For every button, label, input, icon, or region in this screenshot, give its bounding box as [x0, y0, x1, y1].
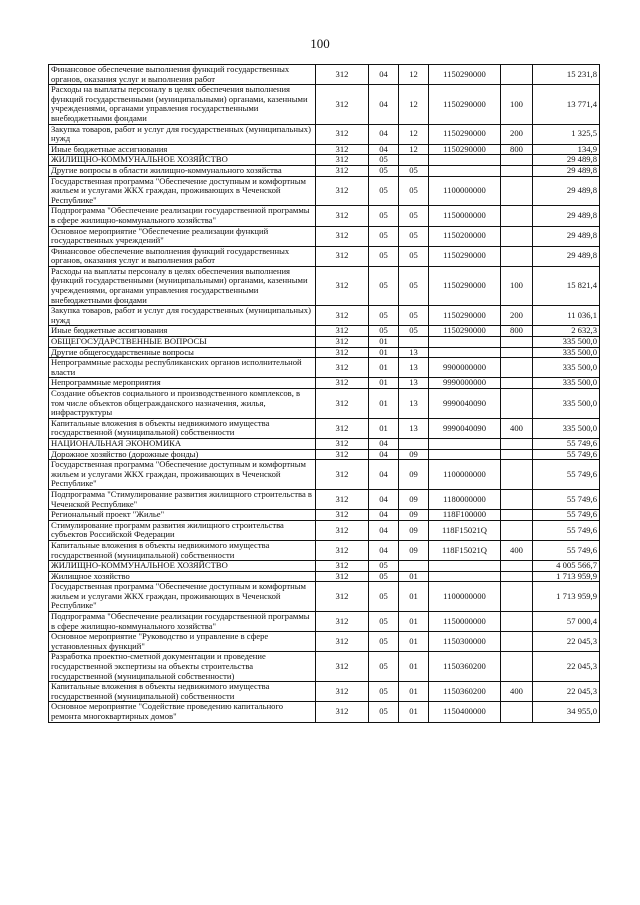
row-expense-type: [501, 571, 533, 582]
row-subsection: 13: [399, 378, 429, 389]
row-code: 312: [316, 540, 369, 560]
row-section: 05: [369, 682, 399, 702]
row-code: 312: [316, 326, 369, 337]
row-target-article: 1150290000: [429, 326, 501, 337]
row-expense-type: [501, 632, 533, 652]
row-name: Иные бюджетные ассигнования: [49, 326, 316, 337]
row-name: Создание объектов социального и производственного комплексов, в том числе объектов общегражданского назначения, жилья, инфраструктуры: [49, 389, 316, 419]
row-amount: 29 489,8: [533, 206, 600, 226]
table-row: [49, 612, 600, 632]
row-amount: 29 489,8: [533, 176, 600, 206]
table-row: [49, 206, 600, 226]
row-section: 05: [369, 702, 399, 722]
row-expense-type: [501, 449, 533, 460]
budget-table: [48, 64, 600, 723]
row-name: Стимулирование программ развития жилищного строительства субъектов Российской Федерации: [49, 520, 316, 540]
row-name: ЖИЛИЩНО-КОММУНАЛЬНОЕ ХОЗЯЙСТВО: [49, 155, 316, 166]
row-amount: 335 500,0: [533, 389, 600, 419]
row-code: 312: [316, 144, 369, 155]
row-expense-type: [501, 165, 533, 176]
row-amount: 22 045,3: [533, 652, 600, 682]
row-section: 05: [369, 632, 399, 652]
row-target-article: 1150290000: [429, 246, 501, 266]
row-subsection: 05: [399, 206, 429, 226]
row-section: 04: [369, 460, 399, 490]
row-code: 312: [316, 438, 369, 449]
row-name: Капитальные вложения в объекты недвижимого имущества государственной (муниципальной) собственности: [49, 418, 316, 438]
table-row: [49, 510, 600, 521]
row-amount: 134,9: [533, 144, 600, 155]
row-target-article: 9900000000: [429, 358, 501, 378]
row-section: 05: [369, 652, 399, 682]
row-section: 05: [369, 561, 399, 572]
row-amount: 55 749,6: [533, 438, 600, 449]
row-name: Жилищное хозяйство: [49, 571, 316, 582]
row-target-article: [429, 155, 501, 166]
row-amount: 15 821,4: [533, 266, 600, 305]
row-target-article: [429, 438, 501, 449]
row-code: 312: [316, 389, 369, 419]
row-code: 312: [316, 246, 369, 266]
row-section: 01: [369, 418, 399, 438]
row-target-article: 9990040090: [429, 389, 501, 419]
row-amount: 335 500,0: [533, 418, 600, 438]
row-expense-type: 100: [501, 266, 533, 305]
row-code: 312: [316, 682, 369, 702]
table-row: [49, 65, 600, 85]
row-expense-type: 800: [501, 326, 533, 337]
row-subsection: 12: [399, 65, 429, 85]
table-row: [49, 449, 600, 460]
row-amount: 29 489,8: [533, 226, 600, 246]
row-subsection: 01: [399, 682, 429, 702]
table-row: [49, 124, 600, 144]
row-expense-type: [501, 347, 533, 358]
row-target-article: 118F100000: [429, 510, 501, 521]
row-code: 312: [316, 510, 369, 521]
table-row: [49, 226, 600, 246]
row-code: 312: [316, 65, 369, 85]
row-amount: 57 000,4: [533, 612, 600, 632]
row-section: 01: [369, 378, 399, 389]
table-row: [49, 632, 600, 652]
row-amount: 13 771,4: [533, 85, 600, 124]
row-amount: 335 500,0: [533, 358, 600, 378]
row-name: Региональный проект "Жилье": [49, 510, 316, 521]
row-code: 312: [316, 306, 369, 326]
row-amount: 55 749,6: [533, 510, 600, 521]
table-row: [49, 144, 600, 155]
row-target-article: 1150290000: [429, 85, 501, 124]
row-name: Непрограммные мероприятия: [49, 378, 316, 389]
row-code: 312: [316, 702, 369, 722]
row-target-article: 1150290000: [429, 144, 501, 155]
row-expense-type: [501, 612, 533, 632]
row-expense-type: [501, 389, 533, 419]
row-expense-type: 800: [501, 144, 533, 155]
page-number: 100: [310, 36, 330, 51]
table-row: [49, 389, 600, 419]
row-subsection: 05: [399, 266, 429, 305]
row-name: Иные бюджетные ассигнования: [49, 144, 316, 155]
row-expense-type: 400: [501, 540, 533, 560]
table-row: [49, 460, 600, 490]
row-name: Капитальные вложения в объекты недвижимого имущества государственной (муниципальной) собственности: [49, 682, 316, 702]
row-code: 312: [316, 226, 369, 246]
row-amount: 29 489,8: [533, 165, 600, 176]
row-expense-type: [501, 226, 533, 246]
row-expense-type: [501, 358, 533, 378]
row-name: Основное мероприятие "Обеспечение реализации функций государственных учреждений": [49, 226, 316, 246]
row-target-article: 1150400000: [429, 702, 501, 722]
row-subsection: 01: [399, 632, 429, 652]
row-target-article: 9990000000: [429, 378, 501, 389]
row-section: 04: [369, 489, 399, 509]
row-name: Финансовое обеспечение выполнения функций государственных органов, оказания услуг и выполнения работ: [49, 246, 316, 266]
row-name: Дорожное хозяйство (дорожные фонды): [49, 449, 316, 460]
row-subsection: 01: [399, 612, 429, 632]
row-code: 312: [316, 520, 369, 540]
row-code: 312: [316, 612, 369, 632]
row-subsection: 09: [399, 510, 429, 521]
table-row: [49, 702, 600, 722]
row-name: Непрограммные расходы республиканских органов исполнительной власти: [49, 358, 316, 378]
row-subsection: 05: [399, 165, 429, 176]
row-subsection: 09: [399, 489, 429, 509]
row-section: 04: [369, 144, 399, 155]
table-row: [49, 582, 600, 612]
row-target-article: 1150290000: [429, 124, 501, 144]
row-amount: 22 045,3: [533, 632, 600, 652]
row-target-article: 1150290000: [429, 266, 501, 305]
row-expense-type: [501, 520, 533, 540]
row-code: 312: [316, 652, 369, 682]
budget-table-body: [49, 65, 600, 723]
row-expense-type: [501, 378, 533, 389]
table-row: [49, 347, 600, 358]
row-code: 312: [316, 124, 369, 144]
row-subsection: 01: [399, 571, 429, 582]
row-subsection: 09: [399, 460, 429, 490]
row-name: Расходы на выплаты персоналу в целях обеспечения выполнения функций государственными (муниципальными) органами, казенными учреждениями, органами управления государственными внебюджетными фондами: [49, 266, 316, 305]
row-name: Расходы на выплаты персоналу в целях обеспечения выполнения функций государственными (муниципальными) органами, казенными учреждениями, органами управления государственными внебюджетными фондами: [49, 85, 316, 124]
row-code: 312: [316, 347, 369, 358]
row-code: 312: [316, 561, 369, 572]
row-name: Государственная программа "Обеспечение доступным и комфортным жильем и услугами ЖКХ граждан, проживающих в Чеченской Республике": [49, 582, 316, 612]
row-section: 04: [369, 65, 399, 85]
table-row: [49, 337, 600, 348]
row-target-article: [429, 165, 501, 176]
row-amount: 1 713 959,9: [533, 571, 600, 582]
table-row: [49, 85, 600, 124]
row-section: 04: [369, 540, 399, 560]
table-row: [49, 489, 600, 509]
row-amount: 55 749,6: [533, 489, 600, 509]
row-expense-type: [501, 460, 533, 490]
row-subsection: 13: [399, 347, 429, 358]
row-section: 05: [369, 306, 399, 326]
row-name: Финансовое обеспечение выполнения функций государственных органов, оказания услуг и выполнения работ: [49, 65, 316, 85]
row-section: 05: [369, 612, 399, 632]
row-name: Подпрограмма "Обеспечение реализации государственной программы в сфере жилищно-коммунального хозяйства": [49, 612, 316, 632]
table-row: [49, 652, 600, 682]
row-name: Другие общегосударственные вопросы: [49, 347, 316, 358]
row-target-article: 1150360200: [429, 652, 501, 682]
row-amount: 29 489,8: [533, 246, 600, 266]
row-subsection: 05: [399, 176, 429, 206]
row-amount: 335 500,0: [533, 337, 600, 348]
row-target-article: 1150000000: [429, 206, 501, 226]
row-target-article: 1180000000: [429, 489, 501, 509]
row-expense-type: [501, 176, 533, 206]
row-section: 04: [369, 85, 399, 124]
row-target-article: 1100000000: [429, 176, 501, 206]
row-subsection: 05: [399, 306, 429, 326]
row-name: ОБЩЕГОСУДАРСТВЕННЫЕ ВОПРОСЫ: [49, 337, 316, 348]
row-section: 05: [369, 155, 399, 166]
table-row: [49, 358, 600, 378]
row-subsection: 09: [399, 540, 429, 560]
row-target-article: [429, 449, 501, 460]
row-target-article: 118F15021Q: [429, 520, 501, 540]
table-row: [49, 520, 600, 540]
row-name: Государственная программа "Обеспечение доступным и комфортным жильем и услугами ЖКХ граждан, проживающих в Чеченской Республике": [49, 176, 316, 206]
row-target-article: [429, 347, 501, 358]
row-target-article: 1150290000: [429, 65, 501, 85]
row-name: Основное мероприятие "Руководство и управление в сфере установленных функций": [49, 632, 316, 652]
row-name: НАЦИОНАЛЬНАЯ ЭКОНОМИКА: [49, 438, 316, 449]
row-code: 312: [316, 176, 369, 206]
row-amount: 1 713 959,9: [533, 582, 600, 612]
row-name: Подпрограмма "Стимулирование развития жилищного строительства в Чеченской Республике": [49, 489, 316, 509]
table-row: [49, 378, 600, 389]
row-amount: 4 005 566,7: [533, 561, 600, 572]
row-expense-type: 100: [501, 85, 533, 124]
row-code: 312: [316, 418, 369, 438]
table-row: [49, 155, 600, 166]
row-code: 312: [316, 337, 369, 348]
row-expense-type: 200: [501, 124, 533, 144]
row-target-article: 1150000000: [429, 612, 501, 632]
table-row: [49, 540, 600, 560]
table-row: [49, 418, 600, 438]
row-target-article: [429, 561, 501, 572]
row-section: 05: [369, 326, 399, 337]
table-row: [49, 438, 600, 449]
row-section: 04: [369, 449, 399, 460]
row-section: 05: [369, 571, 399, 582]
table-row: [49, 571, 600, 582]
row-amount: 29 489,8: [533, 155, 600, 166]
row-expense-type: [501, 337, 533, 348]
row-section: 05: [369, 206, 399, 226]
row-amount: 15 231,8: [533, 65, 600, 85]
row-code: 312: [316, 632, 369, 652]
row-section: 04: [369, 520, 399, 540]
row-section: 05: [369, 266, 399, 305]
row-subsection: 12: [399, 85, 429, 124]
row-code: 312: [316, 358, 369, 378]
row-subsection: [399, 337, 429, 348]
row-subsection: 13: [399, 389, 429, 419]
row-name: Капитальные вложения в объекты недвижимого имущества государственной (муниципальной) собственности: [49, 540, 316, 560]
row-subsection: 09: [399, 449, 429, 460]
row-expense-type: [501, 582, 533, 612]
row-expense-type: [501, 561, 533, 572]
row-target-article: 1100000000: [429, 460, 501, 490]
row-target-article: 1100000000: [429, 582, 501, 612]
row-target-article: 1150360200: [429, 682, 501, 702]
row-amount: 55 749,6: [533, 520, 600, 540]
row-expense-type: [501, 65, 533, 85]
row-name: Другие вопросы в области жилищно-коммунального хозяйства: [49, 165, 316, 176]
table-row: [49, 246, 600, 266]
row-target-article: 118F15021Q: [429, 540, 501, 560]
row-section: 05: [369, 246, 399, 266]
row-code: 312: [316, 378, 369, 389]
row-section: 01: [369, 347, 399, 358]
row-section: 05: [369, 582, 399, 612]
row-code: 312: [316, 85, 369, 124]
row-expense-type: 400: [501, 418, 533, 438]
row-code: 312: [316, 571, 369, 582]
row-amount: 55 749,6: [533, 449, 600, 460]
row-target-article: 1150200000: [429, 226, 501, 246]
row-section: 05: [369, 226, 399, 246]
row-expense-type: [501, 438, 533, 449]
row-subsection: 01: [399, 702, 429, 722]
row-name: Разработка проектно-сметной документации и проведение государственной экспертизы на объекты строительства государственной (муниципальной собственности): [49, 652, 316, 682]
row-expense-type: [501, 652, 533, 682]
row-expense-type: [501, 246, 533, 266]
row-section: 05: [369, 165, 399, 176]
row-amount: 1 325,5: [533, 124, 600, 144]
row-subsection: 05: [399, 246, 429, 266]
row-code: 312: [316, 206, 369, 226]
row-target-article: [429, 337, 501, 348]
row-section: 04: [369, 438, 399, 449]
row-subsection: 09: [399, 520, 429, 540]
row-name: Закупка товаров, работ и услуг для государственных (муниципальных) нужд: [49, 124, 316, 144]
table-row: [49, 165, 600, 176]
table-row: [49, 176, 600, 206]
row-subsection: 01: [399, 652, 429, 682]
row-amount: 55 749,6: [533, 540, 600, 560]
row-subsection: [399, 561, 429, 572]
row-section: 01: [369, 389, 399, 419]
table-row: [49, 306, 600, 326]
row-name: Основное мероприятие "Содействие проведению капитального ремонта многоквартирных домов": [49, 702, 316, 722]
row-subsection: 13: [399, 418, 429, 438]
row-name: Закупка товаров, работ и услуг для государственных (муниципальных) нужд: [49, 306, 316, 326]
row-code: 312: [316, 489, 369, 509]
row-subsection: 01: [399, 582, 429, 612]
row-section: 01: [369, 358, 399, 378]
row-expense-type: [501, 206, 533, 226]
row-subsection: 05: [399, 326, 429, 337]
row-expense-type: [501, 489, 533, 509]
table-row: [49, 561, 600, 572]
row-expense-type: [501, 702, 533, 722]
row-subsection: [399, 155, 429, 166]
row-target-article: 1150290000: [429, 306, 501, 326]
row-amount: 335 500,0: [533, 347, 600, 358]
row-name: Подпрограмма "Обеспечение реализации государственной программы в сфере жилищно-коммунального хозяйства": [49, 206, 316, 226]
row-target-article: 1150300000: [429, 632, 501, 652]
row-amount: 55 749,6: [533, 460, 600, 490]
row-code: 312: [316, 266, 369, 305]
row-amount: 11 036,1: [533, 306, 600, 326]
row-section: 01: [369, 337, 399, 348]
row-amount: 2 632,3: [533, 326, 600, 337]
row-subsection: 12: [399, 124, 429, 144]
row-subsection: 12: [399, 144, 429, 155]
row-code: 312: [316, 155, 369, 166]
row-expense-type: 400: [501, 682, 533, 702]
row-expense-type: [501, 155, 533, 166]
row-section: 04: [369, 124, 399, 144]
row-code: 312: [316, 582, 369, 612]
row-amount: 335 500,0: [533, 378, 600, 389]
row-target-article: 9990040090: [429, 418, 501, 438]
row-subsection: 13: [399, 358, 429, 378]
table-row: [49, 326, 600, 337]
row-subsection: 05: [399, 226, 429, 246]
row-amount: 22 045,3: [533, 682, 600, 702]
row-name: Государственная программа "Обеспечение доступным и комфортным жильем и услугами ЖКХ граждан, проживающих в Чеченской Республике": [49, 460, 316, 490]
row-code: 312: [316, 460, 369, 490]
row-subsection: [399, 438, 429, 449]
table-row: [49, 266, 600, 305]
row-amount: 34 955,0: [533, 702, 600, 722]
row-code: 312: [316, 449, 369, 460]
row-code: 312: [316, 165, 369, 176]
row-expense-type: 200: [501, 306, 533, 326]
table-row: [49, 682, 600, 702]
row-section: 04: [369, 510, 399, 521]
row-target-article: [429, 571, 501, 582]
row-name: ЖИЛИЩНО-КОММУНАЛЬНОЕ ХОЗЯЙСТВО: [49, 561, 316, 572]
row-expense-type: [501, 510, 533, 521]
row-section: 05: [369, 176, 399, 206]
